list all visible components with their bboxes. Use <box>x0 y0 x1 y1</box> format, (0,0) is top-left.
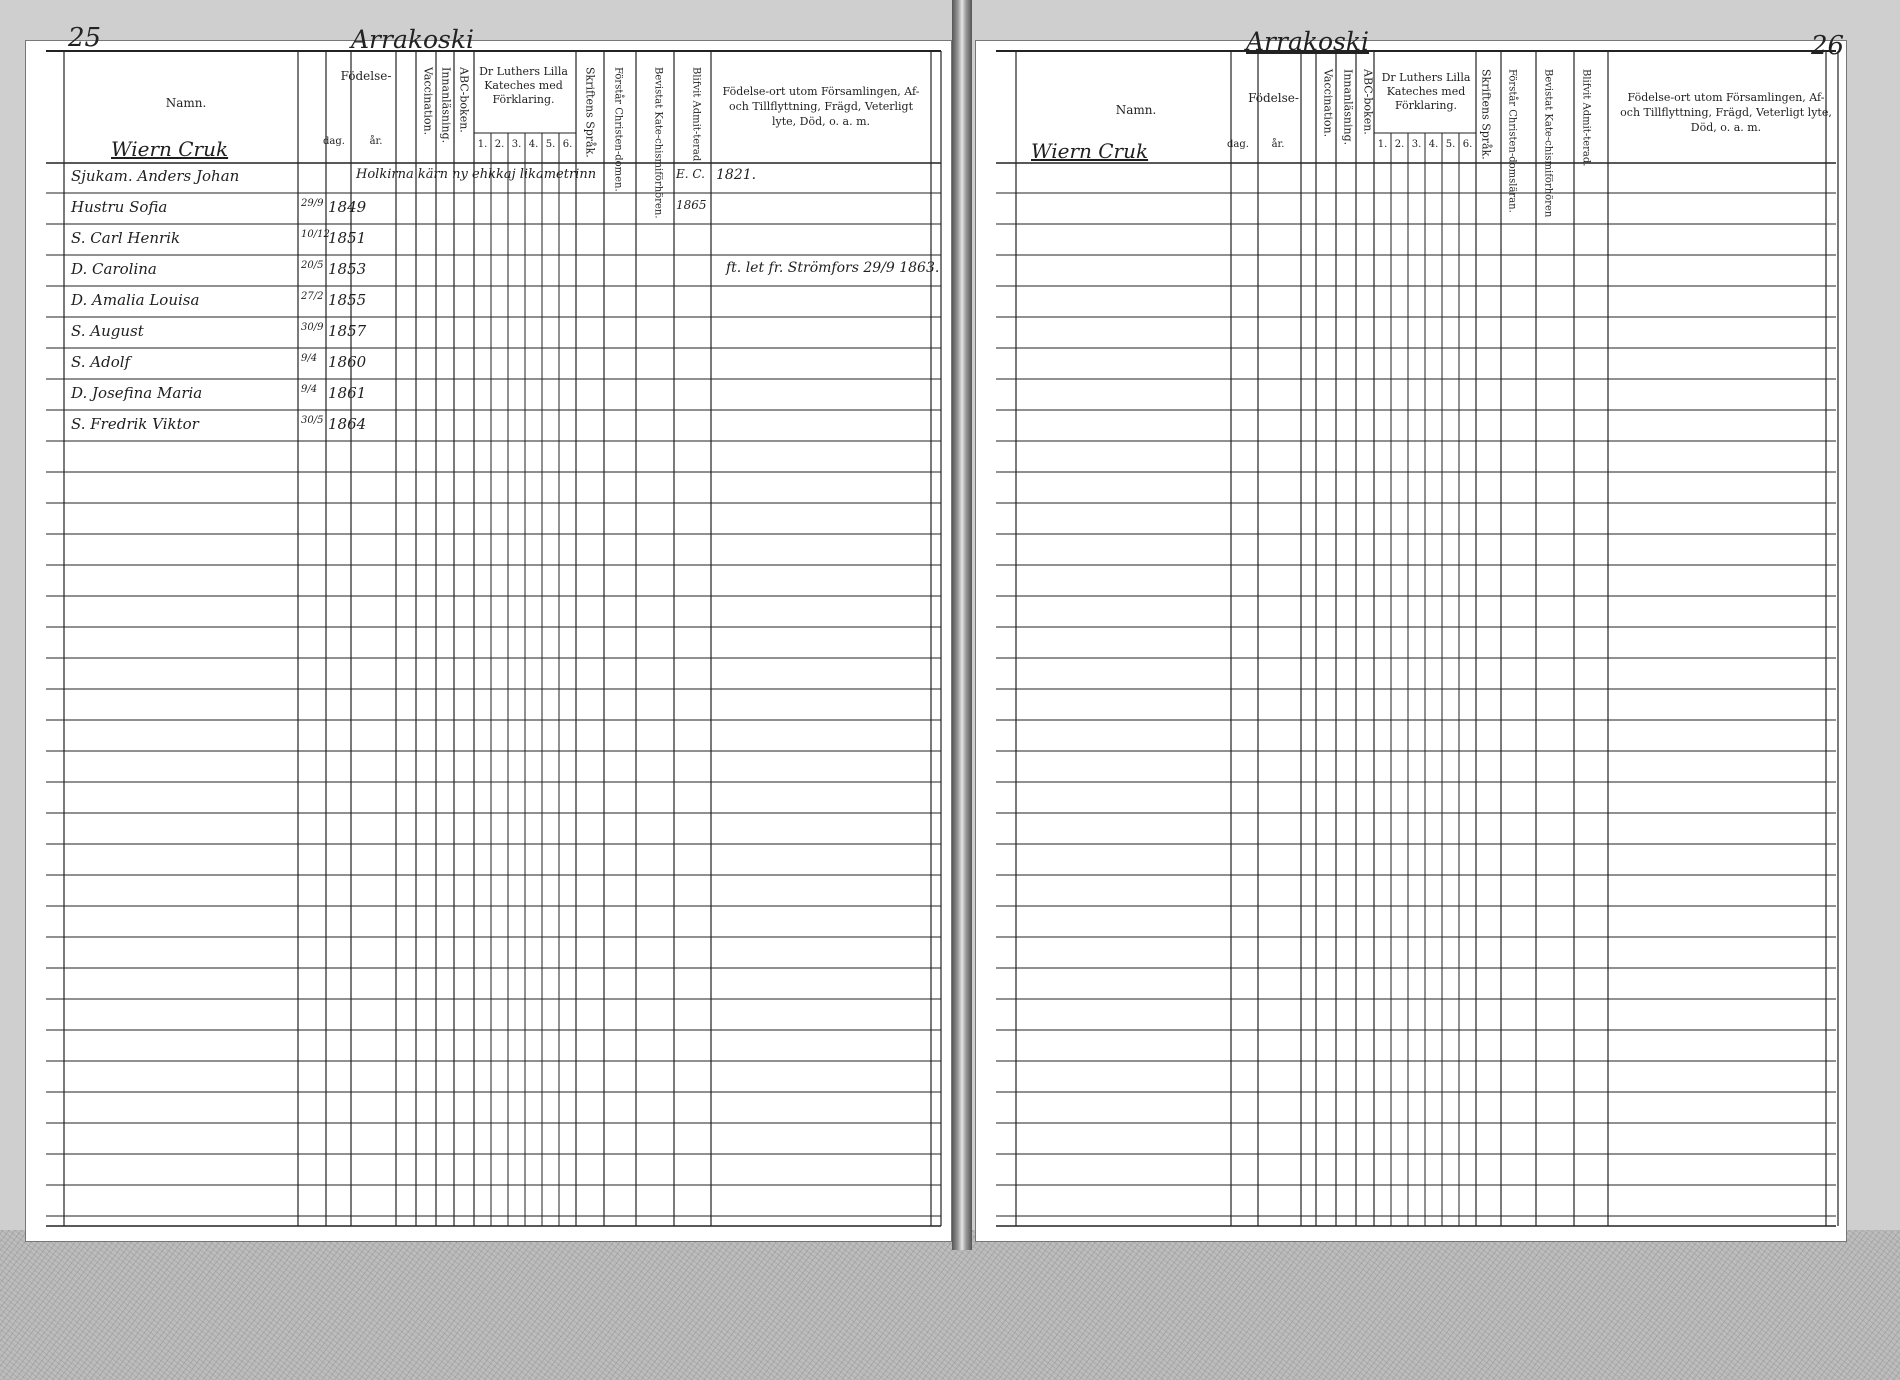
header-reading-right: Innanläsning. <box>1341 69 1355 146</box>
row-name: D. Josefina Maria <box>71 384 203 402</box>
row-day: 29/9 <box>301 198 324 209</box>
header-vaccination-right: Vaccination. <box>1321 69 1335 138</box>
section-title-right: Wiern Cruk <box>1031 139 1149 163</box>
row-day: 30/5 <box>301 415 324 426</box>
left-page <box>25 23 952 1242</box>
book-spine <box>952 0 972 1250</box>
row-note: 1821. <box>716 167 757 183</box>
header-reading: Innanläsning. <box>439 67 453 144</box>
row-day: 9/4 <box>301 384 318 395</box>
luther-col-3: 3. <box>511 139 522 150</box>
luther-col-5: 5. <box>545 139 556 150</box>
luther-col-2: 2. <box>494 139 505 150</box>
header-christ-right: Förstår Christen-domsläran. <box>1506 69 1518 213</box>
row-year: 1851 <box>328 229 367 247</box>
luther-col-3: 3. <box>1411 139 1422 150</box>
header-bible: Skriftens Språk. <box>583 67 597 158</box>
row-year: 1857 <box>328 322 367 340</box>
luther-col-4: 4. <box>1428 139 1439 150</box>
row-year: 1861 <box>328 384 367 402</box>
luther-col-6: 6. <box>1462 139 1473 150</box>
row-day: 9/4 <box>301 353 318 364</box>
row-year: 1860 <box>328 353 367 371</box>
header-abc-right: ABC-boken. <box>1361 69 1375 135</box>
header-day: dag. <box>323 136 345 147</box>
row-day: 27/2 <box>301 291 324 302</box>
header-name-right: Namn. <box>1115 103 1157 117</box>
row-name: D. Carolina <box>71 260 157 278</box>
header-school: Bevistat Kate-chismiförhören. <box>652 67 664 219</box>
row-admitted: E. C. <box>676 167 705 181</box>
row-day: 10/12 <box>301 229 330 240</box>
left-grid <box>26 41 951 1241</box>
header-notes-right: Födelse-ort utom Församlingen, Af- och Tillflyttning, Frägd, Veterligt lyte, Död, o. a. m. <box>1620 91 1832 134</box>
row-year: 1849 <box>328 198 367 216</box>
row-name: S. Adolf <box>71 353 131 371</box>
row-day: 30/9 <box>301 322 324 333</box>
luther-col-1: 1. <box>477 139 488 150</box>
header-year: år. <box>369 136 383 147</box>
luther-col-5: 5. <box>1445 139 1456 150</box>
luther-col-1: 1. <box>1377 139 1388 150</box>
luther-col-4: 4. <box>528 139 539 150</box>
place-title-left: Arrakoski <box>351 25 475 54</box>
luther-col-2: 2. <box>1394 139 1405 150</box>
header-admitted: Blifvit Admit-terad. <box>690 67 702 165</box>
section-title-left: Wiern Cruk <box>111 137 229 161</box>
header-bible-right: Skriftens Språk. <box>1479 69 1493 160</box>
header-notes: Födelse-ort utom Församlingen, Af- och Tillflyttning, Frägd, Veterligt lyte, Död, o. a. m. <box>722 85 920 128</box>
row-year: 1864 <box>328 415 367 433</box>
header-name: Namn. <box>165 96 207 110</box>
header-abc: ABC-boken. <box>457 67 471 133</box>
header-vaccination: Vaccination. <box>421 67 435 136</box>
row-note: ft. let fr. Strömfors 29/9 1863. <box>726 260 940 276</box>
row-name: Sjukam. Anders Johan <box>71 167 240 185</box>
row-note-inline: Holkirna kärn ny ehkkaj likametrinn <box>356 167 597 182</box>
right-page <box>975 27 1847 1242</box>
row-name: Hustru Sofia <box>71 198 168 216</box>
header-admitted-right: Blifvit Admit-terad. <box>1580 69 1592 167</box>
row-admitted: 1865 <box>676 198 707 212</box>
header-day-right: dag. <box>1227 139 1249 150</box>
row-name: D. Amalia Louisa <box>71 291 200 309</box>
header-birth-right: Födelse- <box>1248 91 1299 105</box>
place-title-right: Arrakoski <box>1246 27 1370 56</box>
scan-noise <box>0 1230 1900 1380</box>
header-school-right: Bevistat Kate-chismiförhören <box>1542 69 1554 218</box>
header-christ: Förstår Christen-domen. <box>612 67 624 192</box>
right-grid <box>976 41 1846 1241</box>
header-birth: Födelse- <box>340 69 392 83</box>
page-number-left: 25 <box>68 23 102 53</box>
header-year-right: år. <box>1271 139 1285 150</box>
row-year: 1853 <box>328 260 367 278</box>
row-year: 1855 <box>328 291 367 309</box>
header-luther-right: Dr Luthers Lilla Kateches med Förklaring. <box>1381 71 1471 112</box>
luther-col-6: 6. <box>562 139 573 150</box>
row-name: S. Fredrik Viktor <box>71 415 199 433</box>
row-name: S. August <box>71 322 144 340</box>
row-name: S. Carl Henrik <box>71 229 181 247</box>
row-day: 20/5 <box>301 260 324 271</box>
page-number-right: 26 <box>1811 31 1845 61</box>
header-luther: Dr Luthers Lilla Kateches med Förklaring. <box>479 65 568 106</box>
